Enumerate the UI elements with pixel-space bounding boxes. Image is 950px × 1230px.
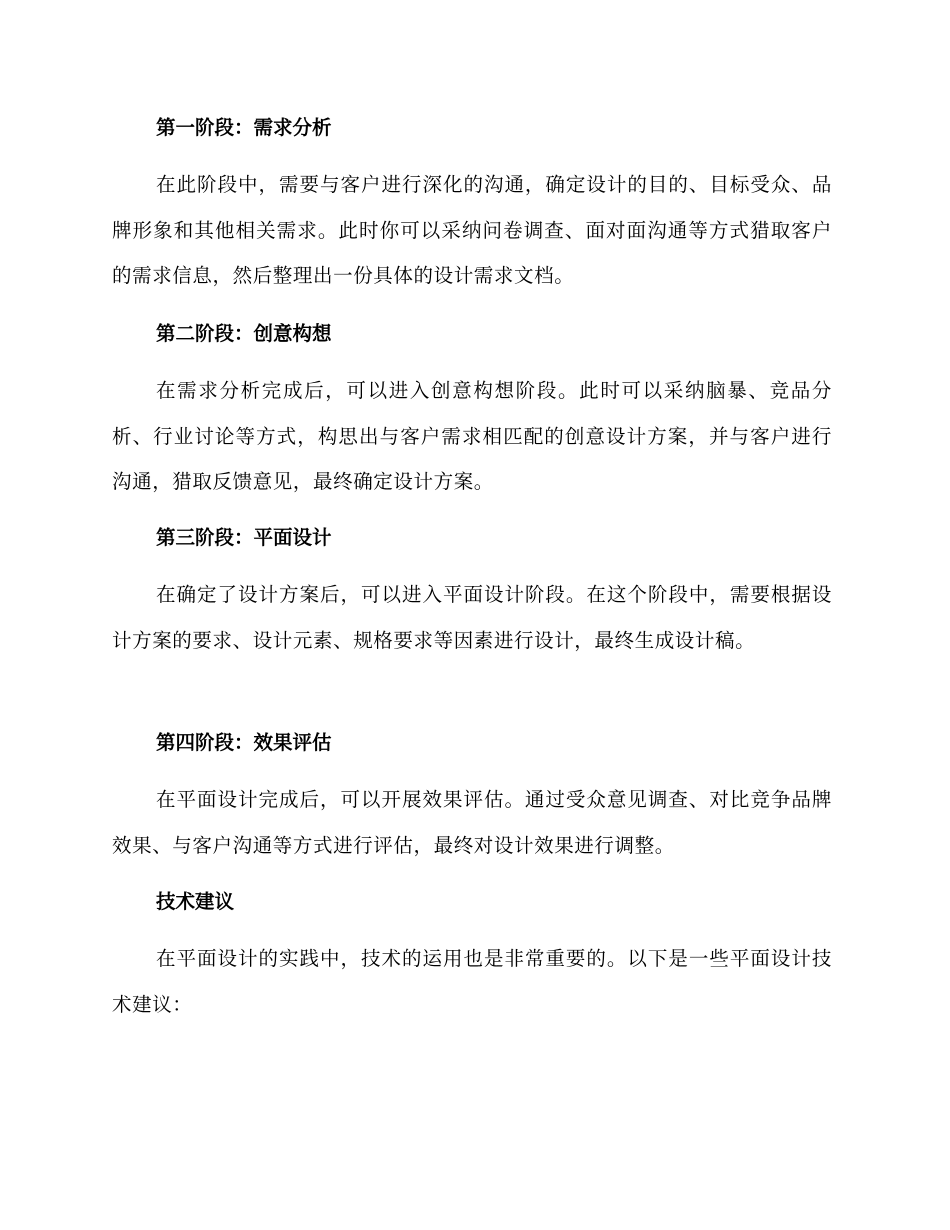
section-paragraph: 在平面设计完成后，可以开展效果评估。通过受众意见调查、对比竞争品牌效果、与客户沟通等方式进行评估，最终对设计效果进行调整。 (112, 788, 832, 857)
section-heading: 第一阶段：需求分析 (156, 116, 332, 139)
section-paragraph: 在此阶段中，需要与客户进行深化的沟通，确定设计的目的、目标受众、品牌形象和其他相关需求。此时你可以采纳问卷调查、面对面沟通等方式猎取客户的需求信息，然后整理出一份具体的设计需求文档。 (112, 173, 832, 287)
section-paragraph: 在平面设计的实践中，技术的运用也是非常重要的。以下是一些平面设计技术建议： (112, 947, 832, 1016)
section-graphic-design (112, 524, 832, 663)
section-creative-concept (112, 320, 832, 505)
section-requirements-analysis (112, 114, 832, 299)
section-technical-advice (112, 888, 832, 1027)
section-heading: 第三阶段：平面设计 (156, 526, 332, 549)
section-heading: 技术建议 (156, 890, 235, 913)
section-paragraph: 在需求分析完成后，可以进入创意构想阶段。此时可以采纳脑暴、竞品分析、行业讨论等方式，构思出与客户需求相匹配的创意设计方案，并与客户进行沟通，猎取反馈意见，最终确定设计方案。 (112, 379, 832, 493)
section-paragraph: 在确定了设计方案后，可以进入平面设计阶段。在这个阶段中，需要根据设计方案的要求、设计元素、规格要求等因素进行设计，最终生成设计稿。 (112, 583, 832, 652)
section-effect-evaluation (112, 729, 832, 868)
section-heading: 第二阶段：创意构想 (156, 322, 332, 345)
section-heading: 第四阶段：效果评估 (156, 731, 332, 754)
